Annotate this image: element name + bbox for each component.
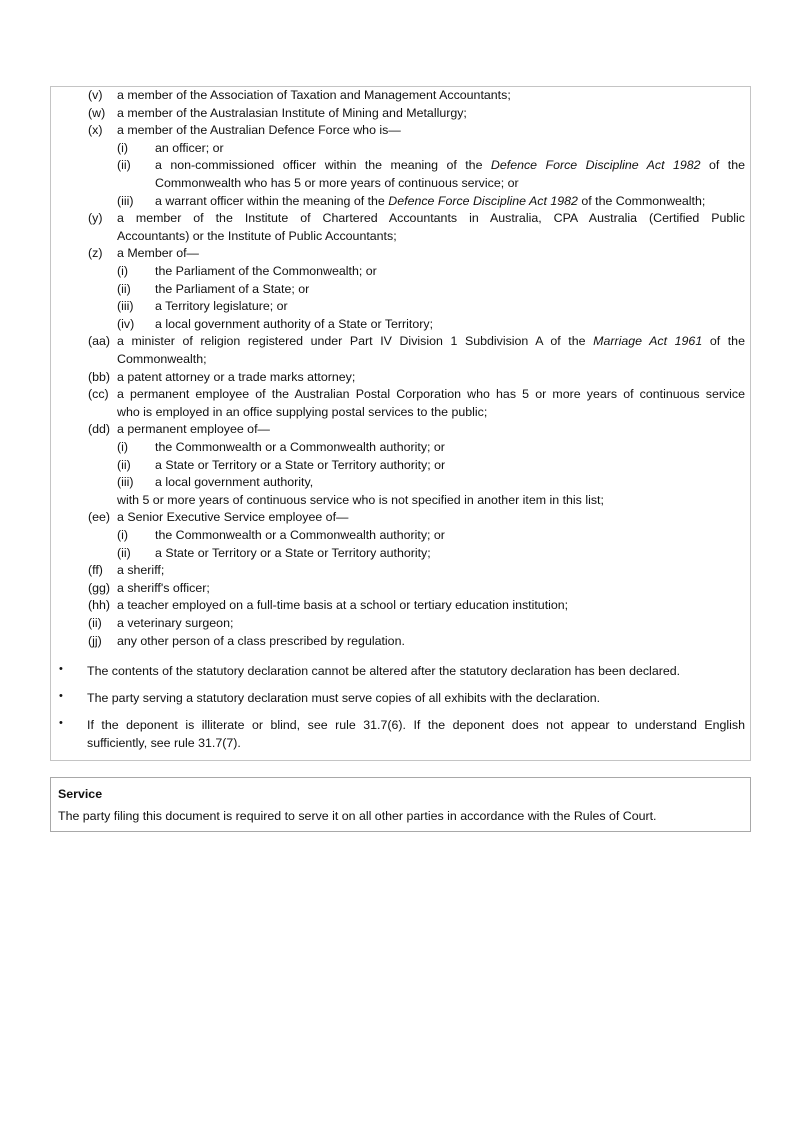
item-label: (v) [88, 88, 103, 102]
sub-label: (i) [117, 264, 129, 278]
item-text: a member of the Australasian Institute of Mining and Metallurgy; [117, 105, 467, 120]
sub-label: (i) [117, 440, 129, 454]
item-text: any other person of a class prescribed by regulation. [117, 633, 405, 648]
sub-text: the Parliament of a State; or [155, 281, 310, 296]
bullet-text-3-line1: If the deponent is illiterate or blind, see rule 31.7(6). If the deponent does not appear to understand English [87, 718, 745, 732]
item-label: (cc) [88, 387, 109, 402]
declaration-notes-box [50, 86, 751, 761]
service-box [50, 777, 751, 832]
item-text: a sheriff's officer; [117, 580, 210, 595]
item-text: a member of the Australian Defence Force who is— [117, 123, 401, 138]
item-text: a patent attorney or a trade marks attorney; [117, 369, 356, 384]
sub-label: (iii) [117, 475, 134, 490]
bullet-icon: • [59, 663, 63, 675]
item-label: (gg) [88, 580, 111, 595]
item-tail-text: with 5 or more years of continuous service who is not specified in another item in this list; [117, 492, 604, 507]
item-text-line2: who is employed in an office supplying postal services to the public; [117, 404, 488, 419]
item-label: (ee) [88, 510, 111, 525]
sub-text: a local government authority of a State or Territory; [155, 316, 434, 331]
sub-label: (ii) [117, 457, 131, 472]
item-text-line2: Commonwealth; [117, 352, 207, 366]
item-label: (ff) [88, 563, 103, 578]
sub-label: (i) [117, 140, 129, 155]
item-label: (x) [88, 123, 103, 138]
bullet-icon: • [59, 690, 63, 702]
bullet-text-1: The contents of the statutory declaration cannot be altered after the statutory declaration has been declared. [87, 664, 681, 678]
sub-text-line2: Commonwealth who has 5 or more years of continuous service; or [155, 176, 519, 190]
item-text: a veterinary surgeon; [117, 616, 234, 630]
item-text: a Member of— [117, 246, 199, 261]
bullet-text-3-line2: sufficiently, see rule 31.7(7). [87, 735, 241, 750]
item-text: a permanent employee of— [117, 422, 270, 437]
sub-label: (ii) [117, 545, 131, 560]
act-title: Defence Force Discipline Act 1982 [490, 158, 701, 173]
item-label: (hh) [88, 598, 111, 613]
sub-text: a State or Territory or a State or Territory authority; or [155, 457, 446, 472]
bullet-icon: • [59, 717, 63, 729]
item-text: a teacher employed on a full-time basis at a school or tertiary education institution; [117, 598, 569, 613]
sub-text: the Parliament of the Commonwealth; or [155, 264, 377, 278]
sub-text-line1: a non-commissioned officer within the meaning of the Defence Force Discipline Act 1982 of the [155, 158, 745, 173]
service-title: Service [58, 787, 103, 801]
item-text: a sheriff; [117, 563, 165, 578]
item-label: (aa) [88, 334, 111, 349]
sub-text: the Commonwealth or a Commonwealth authority; or [155, 440, 445, 454]
sub-label: (ii) [117, 281, 131, 296]
act-title: Marriage Act 1961 [593, 334, 703, 349]
act-title: Defence Force Discipline Act 1982 [388, 193, 578, 208]
item-text-line2: Accountants) or the Institute of Public Accountants; [117, 228, 397, 243]
sub-label: (ii) [117, 158, 131, 173]
service-body: The party filing this document is required to serve it on all other parties in accordance with the Rules of Court. [58, 809, 657, 823]
sub-label: (iii) [117, 193, 134, 208]
sub-label: (i) [117, 528, 129, 542]
item-label: (ii) [88, 616, 102, 630]
sub-label: (iii) [117, 299, 134, 314]
bullet-text-2: The party serving a statutory declaration must serve copies of all exhibits with the declaration. [87, 691, 601, 705]
sub-label: (iv) [117, 316, 135, 331]
item-label: (jj) [88, 633, 102, 648]
sub-text: a State or Territory or a State or Territory authority; [155, 545, 431, 560]
item-text: a Senior Executive Service employee of— [117, 510, 349, 525]
item-label: (w) [88, 105, 106, 120]
item-text: a member of the Association of Taxation and Management Accountants; [117, 88, 511, 102]
item-text-line1: a minister of religion registered under Part IV Division 1 Subdivision A of the Marriage Act 1961 of the [117, 334, 745, 349]
sub-text: an officer; or [155, 140, 224, 155]
item-label: (bb) [88, 369, 111, 384]
item-text-line1: a permanent employee of the Australian Postal Corporation who has 5 or more years of continuous service [117, 387, 745, 402]
item-text-line1: a member of the Institute of Chartered Accountants in Australia, CPA Australia (Certified Public [117, 211, 745, 226]
sub-text: a warrant officer within the meaning of the Defence Force Discipline Act 1982 of the Commonwealth; [155, 193, 706, 208]
item-label: (dd) [88, 422, 111, 437]
sub-text: a local government authority, [155, 475, 314, 490]
sub-text: a Territory legislature; or [155, 299, 288, 314]
item-label: (z) [88, 246, 103, 261]
item-label: (y) [88, 211, 103, 226]
sub-text: the Commonwealth or a Commonwealth authority; or [155, 528, 445, 542]
